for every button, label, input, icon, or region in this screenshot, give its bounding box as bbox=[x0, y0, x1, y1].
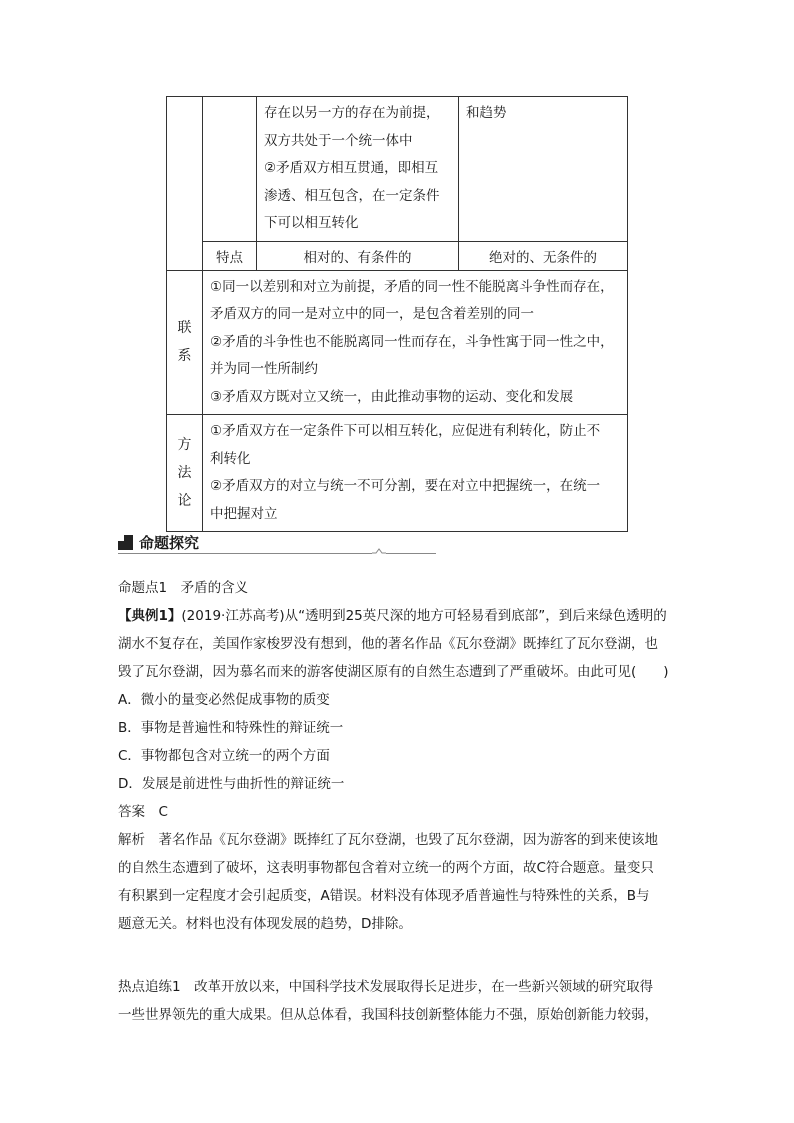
cell-line: ②矛盾的斗争性也不能脱离同一性而存在，斗争性寓于同一性之中， bbox=[210, 333, 614, 350]
cell-line: 和趋势 bbox=[466, 105, 507, 121]
cell-line: ②矛盾双方的对立与统一不可分割，要在对立中把握统一，在统一 bbox=[210, 478, 601, 494]
answer: 答案 C bbox=[118, 804, 168, 820]
question-stem bbox=[118, 602, 680, 630]
cell-line: 下可以相互转化 bbox=[264, 215, 359, 231]
table-cell bbox=[257, 97, 459, 242]
relation-content bbox=[203, 270, 628, 415]
feature-label: 特点 bbox=[203, 241, 257, 270]
table-cell-empty bbox=[167, 97, 203, 271]
analysis-line: 解析 著名作品《瓦尔登湖》既捧红了瓦尔登湖，也毁了瓦尔登湖，因为游客的到来使该地 bbox=[118, 832, 658, 848]
table-row bbox=[167, 241, 628, 270]
stem-line: 湖水不复存在，美国作家梭罗没有想到，他的著名作品《瓦尔登湖》既捧红了瓦尔登湖，也 bbox=[118, 636, 658, 652]
feature-absolute: 绝对的、无条件的 bbox=[459, 241, 628, 270]
practice-line: 热点追练1 改革开放以来，中国科学技术发展取得长足进步，在一些新兴领域的研究取得 bbox=[118, 979, 654, 995]
cell-line: ③矛盾双方既对立又统一，由此推动事物的运动、变化和发展 bbox=[210, 388, 574, 405]
section-header bbox=[118, 533, 436, 553]
point-label: 命题点1 矛盾的含义 bbox=[118, 580, 249, 596]
stem-line: (2019·江苏高考)从“透明到25英尺深的地方可轻易看到底部”，到后来绿色透明的 bbox=[181, 608, 667, 624]
cell-line: 中把握对立 bbox=[210, 505, 278, 522]
table-row bbox=[167, 270, 628, 415]
option-a: A．微小的量变必然促成事物的质变 bbox=[118, 692, 330, 708]
cell-line: 双方共处于一个统一体中 bbox=[264, 132, 413, 149]
example-tag: 【典例1】 bbox=[118, 608, 182, 624]
cell-line: ①矛盾双方在一定条件下可以相互转化，应促进有利转化，防止不 bbox=[210, 423, 601, 439]
cell-line: 利转化 bbox=[210, 450, 251, 467]
feature-relative: 相对的、有条件的 bbox=[257, 241, 459, 270]
table-cell bbox=[459, 97, 628, 242]
analysis-line: 的自然生态遭到了破坏，这表明事物都包含着对立统一的两个方面，故C符合题意。量变只 bbox=[118, 860, 654, 876]
option-c: C．事物都包含对立统一的两个方面 bbox=[118, 748, 330, 764]
relation-label: 联 系 bbox=[167, 270, 203, 415]
analysis-line: 有积累到一定程度才会引起质变，A错误。材料没有体现矛盾普遍性与特殊性的关系，B与 bbox=[118, 888, 650, 904]
cell-line: 矛盾双方的同一是对立中的同一，是包含着差别的同一 bbox=[210, 306, 534, 322]
practice-line: 一些世界领先的重大成果。但从总体看，我国科技创新整体能力不强，原始创新能力较弱， bbox=[118, 1007, 658, 1023]
practice-block bbox=[118, 973, 680, 1029]
table-cell-empty bbox=[203, 97, 257, 242]
table-row bbox=[167, 97, 628, 242]
option-d: D．发展是前进性与曲折性的辩证统一 bbox=[118, 776, 345, 792]
section-square-icon bbox=[118, 535, 133, 550]
method-content bbox=[203, 415, 628, 532]
method-label: 方 法 论 bbox=[167, 415, 203, 532]
table-row bbox=[167, 415, 628, 532]
question-block bbox=[118, 574, 680, 938]
option-b: B．事物是普遍性和特殊性的辩证统一 bbox=[118, 720, 344, 736]
section-title: 命题探究 bbox=[139, 534, 200, 552]
cell-line: 渗透、相互包含，在一定条件 bbox=[264, 187, 440, 204]
stem-line: 毁了瓦尔登湖，因为慕名而来的游客使湖区原有的自然生态遭到了严重破坏。由此可见( ) bbox=[118, 664, 669, 680]
cell-line: ①同一以差别和对立为前提，矛盾的同一性不能脱离斗争性而存在， bbox=[210, 278, 614, 295]
concept-table bbox=[166, 96, 628, 532]
cell-line: ②矛盾双方相互贯通，即相互 bbox=[264, 160, 439, 176]
section-divider bbox=[118, 553, 436, 554]
cell-line: 存在以另一方的存在为前提， bbox=[264, 105, 440, 121]
divider-notch-icon bbox=[372, 547, 386, 557]
analysis-line: 题意无关。材料也没有体现发展的趋势，D排除。 bbox=[118, 916, 412, 932]
cell-line: 并为同一性所制约 bbox=[210, 361, 318, 377]
